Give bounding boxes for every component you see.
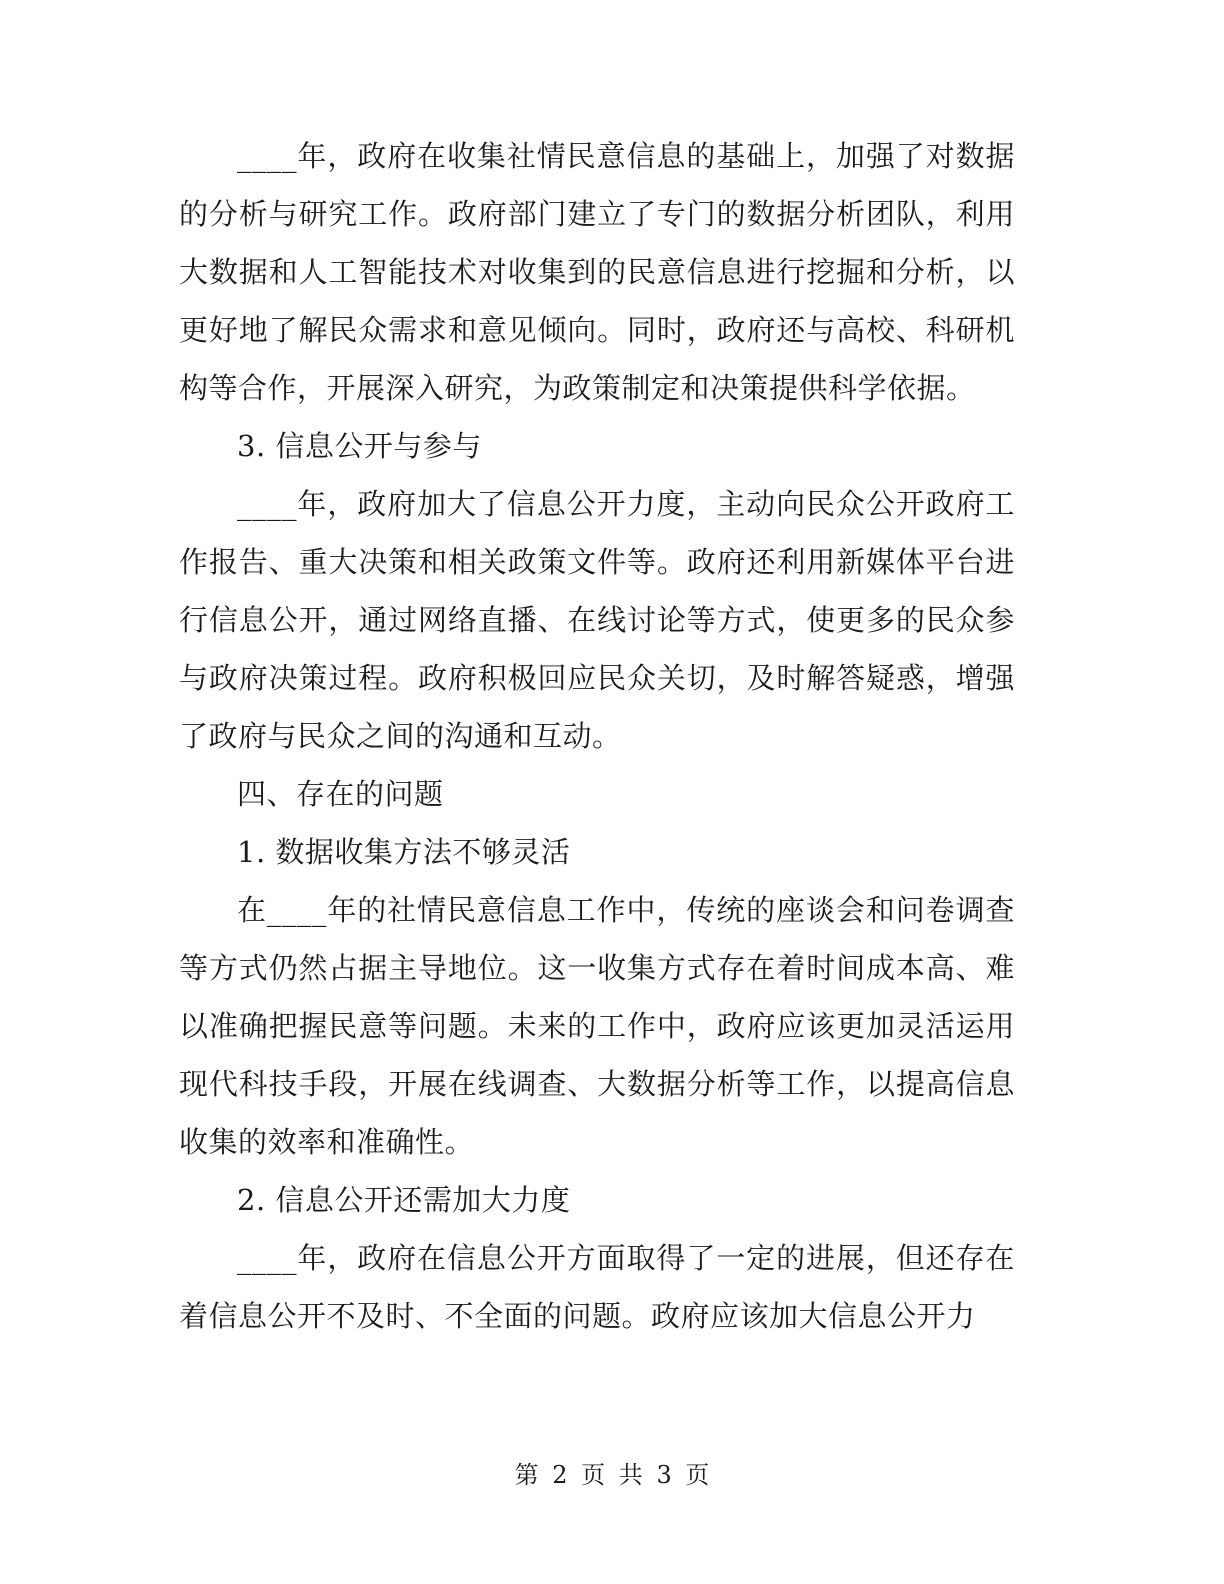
section-heading-data-collection: 1. 数据收集方法不够灵活 xyxy=(237,835,571,869)
paragraph-data-analysis: ____年，政府在收集社情民意信息的基础上，加强了对数据的分析与研究工作。政府部门建立了专门的数据分析团队，利用大数据和人工智能技术对收集到的民意信息进行挖掘和分析，以更好地了解民众需求和意见倾向。同时，政府还与高校、科研机构等合作，开展深入研究，为政策制定和决策提供科学依据。 xyxy=(179,139,1015,405)
paragraph-info-disclosure: ____年，政府加大了信息公开力度，主动向民众公开政府工作报告、重大决策和相关政策文件等。政府还利用新媒体平台进行信息公开，通过网络直播、在线讨论等方式，使更多的民众参与政府决策过程。政府积极回应民众关切，及时解答疑惑，增强了政府与民众之间的沟通和互动。 xyxy=(179,487,1015,753)
paragraph-disclosure-effort: ____年，政府在信息公开方面取得了一定的进展，但还存在着信息公开不及时、不全面的问题。政府应该加大信息公开力 xyxy=(179,1241,1015,1333)
section-heading-info-disclosure: 3. 信息公开与参与 xyxy=(237,429,482,463)
document-body xyxy=(179,127,1015,1345)
page-number-footer: 第 2 页 共 3 页 xyxy=(514,1461,710,1489)
section-heading-disclosure-effort: 2. 信息公开还需加大力度 xyxy=(237,1183,571,1217)
section-heading-problems: 四、存在的问题 xyxy=(237,777,444,811)
paragraph-data-collection: 在____年的社情民意信息工作中，传统的座谈会和问卷调查等方式仍然占据主导地位。这一收集方式存在着时间成本高、难以准确把握民意等问题。未来的工作中，政府应该更加灵活运用现代科技手段，开展在线调查、大数据分析等工作，以提高信息收集的效率和准确性。 xyxy=(179,893,1015,1159)
